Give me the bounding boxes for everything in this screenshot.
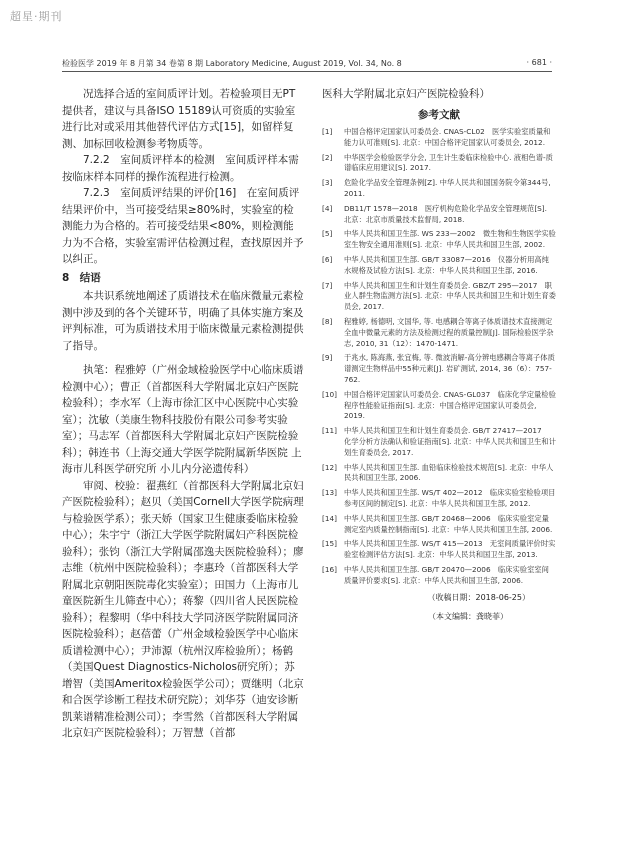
reference-text: 中华人民共和国卫生部. GB/T 20468—2006 临床实验室定量测定室内质量控制指南[S]. 北京：中华人民共和国卫生部, 2006. — [344, 513, 553, 534]
reference-text: 中国合格评定国家认可委员会. CNAS-CL02 医学实验室质量和能力认可准则[S]. 北京：中国合格评定国家认可委员会, 2012. — [344, 127, 551, 147]
reviewers-continuation: 医科大学附属北京妇产医院检验科） — [322, 88, 490, 100]
reference-item — [322, 463, 556, 485]
reference-number: [15] — [322, 539, 337, 549]
reference-text: 中华医学会检验医学分会, 卫生计生委临床检验中心. 液相色谱-质谱临床应用建议[S]. 2017. — [344, 152, 553, 173]
reference-number: [9] — [322, 353, 333, 363]
reviewers-paragraph: 审阅、校验：翟燕红（首都医科大学附属北京妇产医院检验科）；赵贝（美国Cornell大学医学院病理与检验医学系）；张天娇（国家卫生健康委临床检验中心）；朱宇宁（浙江大学医学院附属妇产科医院检验科）；张钧（浙江大学附属邵逸夫医院检验科）；廖志维（杭州中医院检验科）；李惠玲（首都医科大学附属北京朝阳医院毒化实验室）；田国力（上海市儿童医院新生儿筛查中心）；蒋黎（四川省人民医院检验科）；程黎明（华中科技大学同济医学院附属同济医院检验科）；赵蓓蕾（广州金域检验医学中心临床质谱检测中心）；尹沛源（杭州汉库检验所）；杨鹤（美国Quest Diagnostics-Nicholos研究所）；苏增智（美国Ameritox检验医学公司）；贾继明（北京和合医学诊断工程技术研究院）；刘华芬（迪安诊断凯莱谱精准检测公司）；李雪然（首都医科大学附属北京妇产医院检验科）；万智慧（首都 — [62, 479, 304, 739]
reference-text: 中华人民共和国卫生部. GB/T 20470—2006 临床实验室室间质量评价要求[S]. 北京：中华人民共和国卫生部, 2006. — [344, 564, 549, 585]
reference-text: 中华人民共和国卫生部. 血铅临床检验技术规范[S]. 北京：中华人民共和国卫生部, 2006. — [344, 462, 554, 483]
conclusion-paragraph: 本共识系统地阐述了质谱技术在临床微量元素检测中涉及到的各个关键环节，明确了具体实施方案及评判标准，可为质谱技术用于临床微量元素检测提供了指导。 — [62, 290, 304, 352]
reference-number: [7] — [322, 280, 333, 290]
reference-item — [322, 204, 556, 226]
reference-text: 中华人民共和国卫生部. WS/T 402—2012 临床实验室检验项目参考区间的制定[S]. 北京：中华人民共和国卫生部, 2012. — [344, 488, 556, 508]
reference-item — [322, 565, 556, 587]
reference-number: [1] — [322, 127, 333, 136]
section-7-2-2: 7.2.2 室间质评样本的检测 室间质评样本需按临床样本同样的操作流程进行检测。 — [62, 154, 299, 183]
reference-item — [322, 178, 556, 200]
reference-number: [16] — [322, 564, 337, 574]
reference-item — [322, 353, 556, 385]
reference-number: [12] — [322, 462, 337, 472]
journal-header: 检验医学 2019 年 8 月第 34 卷第 8 期 Laboratory Medicine, August 2019, Vol. 34, No. 8 — [62, 59, 402, 68]
left-column — [62, 86, 304, 742]
reference-item — [322, 488, 556, 510]
reference-item — [322, 426, 556, 458]
reference-number: [10] — [322, 389, 337, 399]
reference-item — [322, 255, 556, 277]
right-column — [322, 86, 556, 625]
reference-number: [3] — [322, 178, 333, 188]
running-header — [62, 58, 552, 72]
reference-item — [322, 153, 556, 175]
reference-number: [5] — [322, 229, 333, 239]
reference-number: [11] — [322, 426, 337, 436]
reference-number: [8] — [322, 316, 333, 326]
reference-number: [2] — [322, 152, 333, 162]
reference-item — [322, 514, 556, 536]
section-8-heading: 8 结语 — [62, 271, 101, 284]
authors-paragraph: 执笔：程雅婷（广州金域检验医学中心临床质谱检测中心）；曹正（首都医科大学附属北京妇产医院检验科）；李水军（上海市徐汇区中心医院中心实验室）；沈敏（美康生物科技股份有限公司参考实验室）；马志军（首都医科大学附属北京妇产医院检验科）；韩连书（上海交通大学医学院附属新华医院 上海市儿科医学研究所 小儿内分泌遗传科） — [62, 364, 304, 475]
reference-number: [4] — [322, 203, 333, 213]
reference-number: [14] — [322, 513, 337, 523]
reference-text: 程雅婷, 杨德明, 文国华, 等. 电感耦合等离子体质谱技术直接测定全血中微量元素的方法及检测过程的质量控制[J]. 国际检验医学杂志, 2010, 31（12）：1470-1471. — [344, 316, 554, 348]
reference-text: DB11/T 1578—2018 医疗机构危险化学品安全管理规范[S]. 北京：北京市质量技术监督局, 2018. — [344, 203, 547, 224]
reference-text: 危险化学品安全管理条例[Z]. 中华人民共和国国务院令第344号, 2011. — [344, 178, 551, 198]
reference-text: 中国合格评定国家认可委员会. CNAS-GL037 临床化学定量检验程序性能验证指南[S]. 北京：中国合格评定国家认可委员会, 2019. — [344, 389, 556, 421]
reference-item — [322, 281, 556, 313]
received-date: （收稿日期：2018-06-25） — [427, 593, 530, 603]
page-number: · 681 · — [526, 58, 552, 67]
editor-note: （本文编辑：龚晓菲） — [428, 611, 508, 621]
section-7-2-3: 7.2.3 室间质评结果的评价[16] 在室间质评结果评价中，当可接受结果≥80%时，实验室的检测能力为合格的。若可接受结果<80%，则检测能力为不合格，实验室需评估检测过程，查找原因并予以纠正。 — [62, 187, 304, 265]
reference-item — [322, 127, 556, 149]
references-heading: 参考文献 — [418, 108, 460, 121]
watermark-text: 超星·期刊 — [10, 10, 63, 23]
reference-item — [322, 317, 556, 349]
reference-text: 中华人民共和国卫生和计划生育委员会. GB/T 27417—2017 化学分析方法确认和验证指南[S]. 北京：中华人民共和国卫生和计划生育委员会, 2017. — [344, 426, 556, 457]
paragraph-pt-alternatives: 况选择合适的室间质评计划。若检验项目无PT提供者，建议与具备ISO 15189认可资质的实验室进行比对或采用其他替代评估方式[15]，如留样复测、加标回收检测参考物质等。 — [62, 88, 296, 150]
reference-list — [322, 127, 556, 586]
reference-number: [13] — [322, 488, 337, 498]
reference-item — [322, 390, 556, 422]
reference-number: [6] — [322, 254, 333, 264]
reference-text: 中华人民共和国卫生部. GB/T 33087—2016 仪器分析用高纯水规格及试验方法[S]. 北京：中华人民共和国卫生部, 2016. — [344, 254, 549, 275]
reference-text: 中华人民共和国卫生部. WS 233—2002 微生物和生物医学实验室生物安全通用准则[S]. 北京：中华人民共和国卫生部, 2002. — [344, 229, 556, 250]
reference-text: 于兆水, 陈海燕, 张宜梅, 等. 微波消解-高分辨电感耦合等离子体质谱测定生物样品中55种元素[J]. 岩矿测试, 2014, 36（6）：757-762. — [344, 353, 555, 384]
reference-item — [322, 229, 556, 251]
reference-text: 中华人民共和国卫生部. WS/T 415—2013 无室间质量评价时实验室检测评估方法[S]. 北京：中华人民共和国卫生部, 2013. — [344, 539, 556, 560]
reference-text: 中华人民共和国卫生和计划生育委员会. GBZ/T 295—2017 职业人群生物监测方法[S]. 北京：中华人民共和国卫生和计划生育委员会, 2017. — [344, 280, 556, 312]
reference-item — [322, 539, 556, 561]
